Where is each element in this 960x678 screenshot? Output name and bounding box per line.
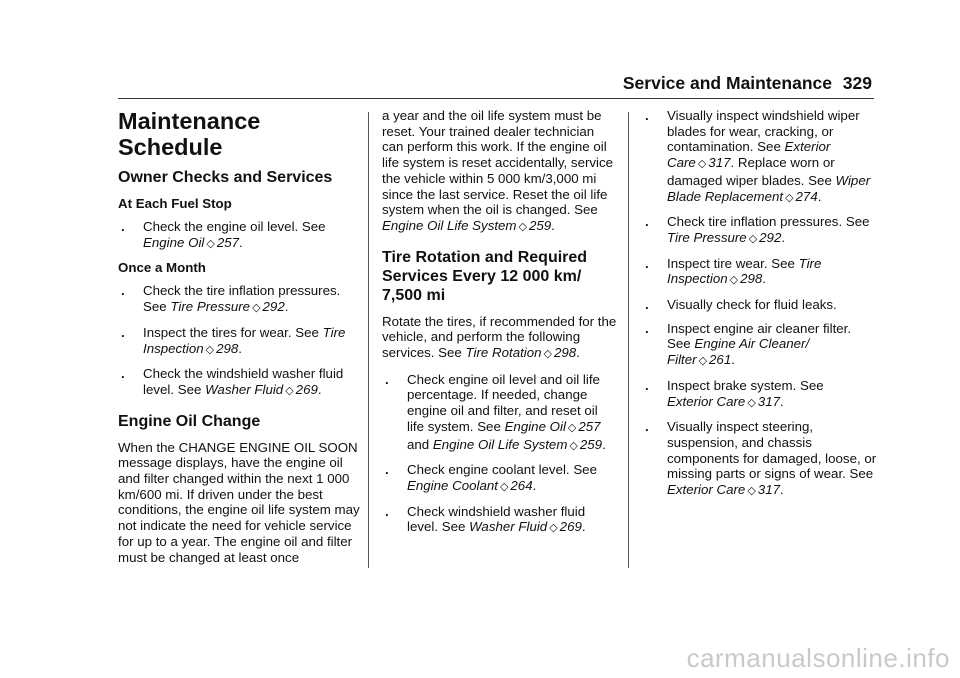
page-ref-icon: ◇ (747, 485, 756, 498)
subheading-once-a-month: Once a Month (118, 260, 206, 276)
cross-reference-link[interactable]: Engine Coolant (407, 477, 498, 493)
bullet-mark: . (121, 324, 125, 340)
cross-reference-link[interactable]: Washer Fluid (469, 519, 548, 535)
page-ref-icon: ◇ (205, 343, 215, 356)
page-title (118, 108, 363, 160)
cross-reference-link[interactable]: Engine Oil (143, 234, 205, 250)
page-ref-number[interactable]: 264 (510, 477, 533, 493)
page-ref-number[interactable]: 259 (528, 217, 552, 233)
heading-engine-oil-change: Engine Oil Change (118, 412, 261, 430)
page-ref-icon: ◇ (747, 396, 756, 409)
header-divider (118, 98, 874, 99)
list-item: . Inspect brake system. See Exterior Care ◇ 317. (645, 377, 824, 409)
page-ref-icon: ◇ (569, 439, 578, 452)
heading-tire-rotation: Tire Rotation and Required Services Every 12 000 km/ 7,500 mi (382, 248, 588, 304)
cross-reference-link[interactable]: Exterior Care (667, 393, 746, 409)
column-divider-2 (628, 112, 629, 568)
page-ref-icon: ◇ (285, 384, 294, 397)
page-ref-number[interactable]: 261 (709, 352, 732, 368)
subheading-fuel-stop: At Each Fuel Stop (118, 196, 232, 211)
cross-reference-link[interactable]: Tire Rotation (465, 345, 542, 361)
page-ref-number[interactable]: 259 (579, 436, 603, 452)
list-item: . Inspect the tires for wear. See Tire Inspection ◇ 298. (121, 324, 346, 356)
list-item: . Check engine oil level and oil life percentage. If needed, change engine oil and filter, and reset oil life system. See Engine Oil ◇ 257 and Engine Oil Life System ◇ 259. (385, 371, 606, 452)
page-ref-number[interactable]: 269 (295, 381, 318, 397)
bullet-mark: . (645, 297, 649, 313)
page-ref-icon: ◇ (252, 302, 261, 315)
page-ref-icon: ◇ (748, 232, 758, 245)
bullet-mark: . (121, 366, 125, 382)
cross-reference-link[interactable]: Engine Oil (504, 418, 566, 434)
cross-reference-link[interactable]: Tire Pressure (667, 229, 747, 245)
cross-reference-link[interactable]: Engine Oil Life System (432, 436, 568, 452)
page-ref-number[interactable]: 292 (262, 299, 285, 315)
cross-reference-link[interactable]: Tire Pressure (170, 299, 251, 315)
page-ref-number[interactable]: 317 (708, 155, 731, 171)
bullet-mark: . (645, 255, 649, 271)
page-ref-icon: ◇ (543, 348, 553, 361)
bullet-mark: . (645, 320, 649, 336)
page-ref-icon: ◇ (549, 522, 558, 535)
page-ref-number[interactable]: 257 (578, 418, 601, 434)
cross-reference-link[interactable]: Tire Inspection (143, 324, 346, 356)
cross-reference-link[interactable]: Wiper Blade Replacement (667, 172, 871, 204)
bullet-mark: . (385, 462, 389, 478)
column-divider-1 (368, 112, 369, 568)
page-ref-icon: ◇ (697, 158, 707, 171)
page-ref-number[interactable]: 292 (759, 229, 782, 245)
bullet-mark: . (121, 283, 125, 299)
list-item: . Visually inspect steering, suspension, and chassis components for damaged, loose, or missing parts or signs of wear. See Exterior Care ◇ 317. (645, 419, 877, 498)
column-2 (382, 108, 617, 545)
page-ref-icon: ◇ (567, 421, 577, 434)
list-item: . Check the tire inflation pressures. See Tire Pressure ◇ 292. (121, 283, 341, 315)
page-ref-icon: ◇ (518, 220, 527, 233)
cross-reference-link[interactable]: Engine Air Cleaner/ Filter (667, 336, 810, 368)
bullet-mark: . (645, 108, 649, 123)
page-ref-number[interactable]: 298 (554, 345, 577, 361)
bullet-mark: . (645, 377, 649, 393)
cross-reference-link[interactable]: Tire Inspection (667, 255, 822, 287)
page-ref-number[interactable]: 317 (757, 393, 780, 409)
cross-reference-link[interactable]: Engine Oil Life System (382, 217, 517, 233)
bullet-mark: . (121, 219, 125, 234)
page-ref-number[interactable]: 298 (740, 271, 763, 287)
page-ref-icon: ◇ (499, 480, 509, 493)
cross-reference-link[interactable]: Exterior Care (667, 139, 831, 171)
page-ref-icon: ◇ (729, 274, 739, 287)
page-title-line1: Maintenance (118, 108, 261, 134)
bullet-mark: . (645, 214, 649, 230)
list-item: . Check the windshield washer fluid level. See Washer Fluid ◇ 269. (121, 366, 344, 397)
section-title: Service and Maintenance (622, 73, 832, 93)
list-item: . Check windshield washer fluid level. See Washer Fluid ◇ 269. (385, 503, 586, 535)
list-item: . Inspect engine air cleaner filter. See Engine Air Cleaner/ Filter ◇ 261. (645, 320, 852, 368)
list-item: . Visually check for fluid leaks. (645, 297, 837, 313)
page-number: 329 (842, 73, 872, 93)
page-ref-icon: ◇ (698, 355, 708, 368)
list-item: . Inspect tire wear. See Tire Inspection ◇ 298. (645, 255, 822, 287)
paragraph-oil-continued: a year and the oil life system must be reset. Your trained dealer technician can perform this work. If the engine oil life system is reset accidentally, service the vehicle within 5 000 km/3,000 mi since the last service. Reset the oil life system when the oil is changed. See Engine Oil Life System ◇ 259. (382, 108, 614, 233)
bullet-mark: . (385, 371, 389, 387)
list-item: . Check tire inflation pressures. See Tire Pressure ◇ 292. (645, 214, 870, 245)
site-watermark: carmanualsonline.info (686, 643, 950, 673)
page-ref-number[interactable]: 317 (757, 482, 780, 498)
heading-owner-checks: Owner Checks and Services (118, 169, 333, 186)
page-ref-number[interactable]: 269 (559, 519, 582, 535)
page-header (0, 73, 960, 95)
page-ref-number[interactable]: 298 (216, 340, 239, 356)
list-item: . Visually inspect windshield wiper blades for wear, cracking, or contamination. See Exterior Care ◇ 317. Replace worn or damaged wiper blades. See Wiper Blade Replacement ◇ 274. (645, 108, 871, 204)
page-ref-icon: ◇ (206, 237, 215, 250)
paragraph-oil-change: When the CHANGE ENGINE OIL SOON message displays, have the engine oil and filter changed within the next 1 000 km/600 mi. If driven under the best conditions, the engine oil life system may not indicate the need for vehicle service for up to a year. The engine oil and filter must be changed at least once (118, 439, 360, 565)
paragraph-tire-rotation: Rotate the tires, if recommended for the vehicle, and perform the following services. See Tire Rotation ◇ 298. (382, 313, 617, 361)
column-3 (642, 108, 878, 508)
list-item: . Check engine coolant level. See Engine Coolant ◇ 264. (385, 462, 597, 493)
column-1 (118, 108, 363, 572)
bullet-mark: . (385, 503, 389, 519)
cross-reference-link[interactable]: Exterior Care (667, 482, 746, 498)
bullet-mark: . (645, 419, 649, 435)
page-title-line2: Schedule (118, 134, 223, 160)
page-ref-icon: ◇ (785, 191, 794, 204)
cross-reference-link[interactable]: Washer Fluid (205, 381, 284, 397)
list-item: . Check the engine oil level. See Engine Oil ◇ 257. (121, 219, 326, 250)
page-ref-number[interactable]: 274 (795, 188, 818, 204)
page-ref-number[interactable]: 257 (216, 234, 240, 250)
